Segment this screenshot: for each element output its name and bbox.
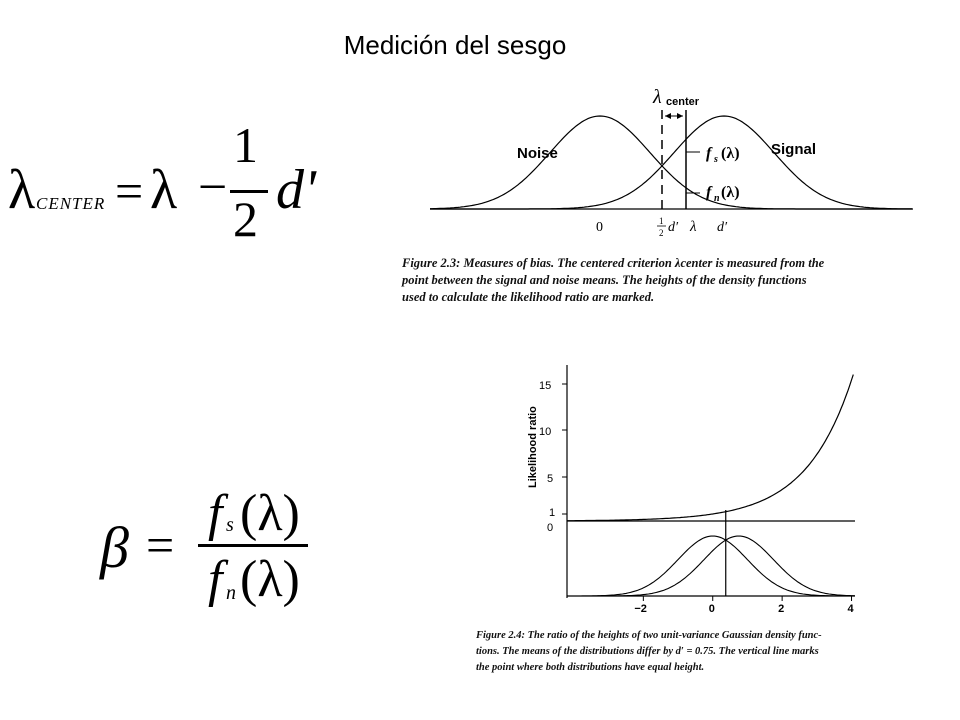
beta-symbol: β — [100, 515, 129, 580]
denominator-sub: n — [226, 582, 236, 604]
noise-label: Noise — [517, 145, 558, 162]
tick-half-denominator: 2 — [659, 228, 664, 238]
d-prime: d' — [276, 159, 316, 221]
likelihood-ratio-curve — [567, 375, 853, 521]
figure-likelihood-ratio — [520, 360, 865, 620]
fs-label-sub: s — [714, 154, 718, 165]
tick-lambda: λ — [690, 219, 697, 235]
y-tick-label: 0 — [547, 522, 554, 534]
caption-line: point between the signal and noise means. The heights of the density functions — [402, 273, 807, 287]
numerator-arg: (λ) — [240, 485, 300, 542]
numerator-f: f — [208, 485, 223, 542]
arrow-head-right — [677, 113, 683, 119]
fs-label-f: f — [706, 145, 712, 162]
caption-line: used to calculate the likelihood ratio are marked. — [402, 290, 655, 304]
caption-line: Figure 2.4: The ratio of the heights of two unit-variance Gaussian density func- — [476, 630, 822, 641]
fraction-numerator: 1 — [233, 117, 258, 173]
y-tick-label: 10 — [539, 426, 552, 438]
tick-half-d: d′ — [668, 220, 679, 235]
signal-density-curve — [567, 536, 855, 596]
fn-label-sub: n — [714, 193, 720, 204]
x-tick-label: 4 — [847, 603, 854, 615]
numerator-sub: s — [226, 514, 234, 536]
x-tick-marks — [643, 596, 851, 601]
beta-formula — [100, 478, 330, 618]
x-tick-label: 0 — [708, 603, 715, 615]
caption-line: tions. The means of the distributions differ by d′ = 0.75. The vertical line marks — [476, 646, 819, 657]
denominator-f: f — [208, 551, 223, 608]
x-tick-label: −2 — [634, 603, 647, 615]
x-tick-label: 2 — [778, 603, 785, 615]
fs-label-arg: (λ) — [721, 145, 740, 162]
minus-sign: − — [198, 159, 228, 216]
y-tick-label: 15 — [539, 380, 552, 392]
center-subscript: CENTER — [36, 194, 106, 213]
noise-density-curve — [567, 536, 855, 596]
denominator-arg: (λ) — [240, 551, 300, 608]
equals-sign: = — [115, 163, 144, 219]
signal-label: Signal — [771, 141, 817, 158]
y-tick-label: 5 — [547, 473, 554, 485]
lambda-center-label: λ — [653, 86, 662, 108]
tick-zero: 0 — [596, 220, 603, 235]
fraction-bar — [198, 544, 308, 547]
figure-bias-measures — [395, 85, 955, 245]
fn-label-arg: (λ) — [721, 184, 740, 201]
tick-half-numerator: 1 — [659, 216, 664, 226]
fn-label-f: f — [706, 184, 712, 201]
lambda-symbol: λ — [8, 159, 36, 221]
y-tick-label: 1 — [549, 507, 556, 519]
slide-title: Medición del sesgo — [343, 30, 567, 60]
equals-sign: = — [146, 517, 175, 573]
lambda-center-sub: center — [666, 96, 700, 108]
noise-distribution-curve — [430, 116, 912, 209]
x-tick-labels — [634, 603, 854, 615]
fraction-denominator: 2 — [233, 191, 258, 247]
figure-2-4-caption — [476, 628, 822, 676]
arrow-head-left — [665, 113, 671, 119]
caption-line: Figure 2.3: Measures of bias. The centered criterion λcenter is measured from the — [402, 256, 825, 270]
y-axis-label: Likelihood ratio — [527, 406, 539, 488]
lambda-center-formula — [8, 117, 328, 258]
caption-line: the point where both distributions have equal height. — [476, 662, 705, 673]
figure-2-3-caption — [402, 255, 824, 306]
tick-d-prime: d′ — [717, 220, 728, 235]
lambda-symbol-rhs: λ — [150, 159, 178, 221]
